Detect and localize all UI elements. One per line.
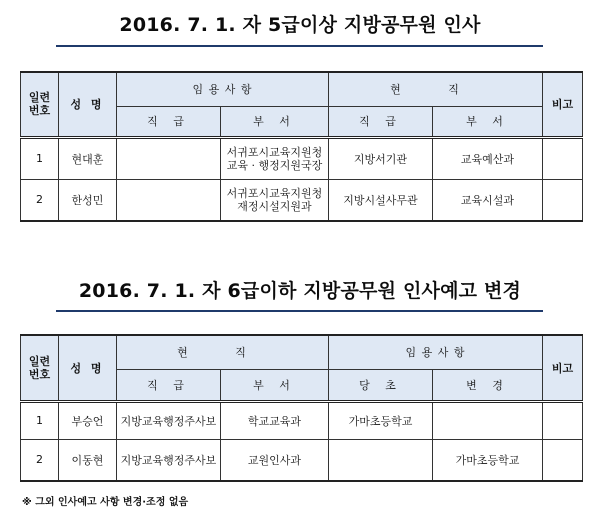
row-number: 1 — [21, 137, 59, 179]
col-group-appointment: 임 용 사 항 — [117, 72, 329, 106]
row-current-rank: 지방시설사무관 — [329, 179, 433, 221]
section1-title-rule — [56, 45, 543, 47]
col-name: 성 명 — [59, 72, 117, 137]
row-number: 1 — [21, 401, 59, 439]
row-note — [543, 137, 583, 179]
col-current-rank: 직 급 — [329, 106, 433, 137]
section2-table — [20, 334, 583, 482]
row-current-dept: 교원인사과 — [221, 439, 329, 481]
table-row — [21, 439, 583, 481]
col-current-dept: 부 서 — [433, 106, 543, 137]
row-appointment-rank — [117, 137, 221, 179]
col-changed-plan: 변 경 — [433, 369, 543, 401]
row-current-rank: 지방서기관 — [329, 137, 433, 179]
row-changed-plan — [433, 401, 543, 439]
col-original-plan: 당 초 — [329, 369, 433, 401]
row-current-dept: 학교교육과 — [221, 401, 329, 439]
table-row — [21, 137, 583, 179]
section1-table — [20, 71, 583, 222]
row-current-dept: 교육시설과 — [433, 179, 543, 221]
row-number: 2 — [21, 179, 59, 221]
col-group-current: 현 직 — [117, 335, 329, 369]
row-appointment-dept: 서귀포시교육지원청 재정시설지원과 — [221, 179, 329, 221]
col-current-rank: 직 급 — [117, 369, 221, 401]
row-name: 부승언 — [59, 401, 117, 439]
col-serial-number: 일련 번호 — [21, 335, 59, 401]
row-note — [543, 401, 583, 439]
row-changed-plan: 가마초등학교 — [433, 439, 543, 481]
row-original-plan: 가마초등학교 — [329, 401, 433, 439]
table-row — [21, 401, 583, 439]
row-note — [543, 439, 583, 481]
row-current-rank: 지방교육행정주사보 — [117, 401, 221, 439]
col-serial-number: 일련 번호 — [21, 72, 59, 137]
row-current-dept: 교육예산과 — [433, 137, 543, 179]
col-name: 성 명 — [59, 335, 117, 401]
section2-title: 2016. 7. 1. 자 6급이하 지방공무원 인사예고 변경 — [78, 280, 522, 302]
table-row — [21, 179, 583, 221]
row-current-rank: 지방교육행정주사보 — [117, 439, 221, 481]
col-appointment-rank: 직 급 — [117, 106, 221, 137]
col-note: 비고 — [543, 72, 583, 137]
row-name: 한성민 — [59, 179, 117, 221]
row-name: 현대훈 — [59, 137, 117, 179]
col-appointment-dept: 부 서 — [221, 106, 329, 137]
section1-title: 2016. 7. 1. 자 5급이상 지방공무원 인사 — [119, 14, 481, 36]
col-group-current: 현 직 — [329, 72, 543, 106]
row-appointment-rank — [117, 179, 221, 221]
col-group-appointment: 임 용 사 항 — [329, 335, 543, 369]
row-original-plan — [329, 439, 433, 481]
col-note: 비고 — [543, 335, 583, 401]
footnote: ※ 그외 인사예고 사항 변경·조정 없음 — [22, 497, 189, 508]
col-current-dept: 부 서 — [221, 369, 329, 401]
section2-title-rule — [56, 310, 543, 312]
row-number: 2 — [21, 439, 59, 481]
row-name: 이동현 — [59, 439, 117, 481]
row-note — [543, 179, 583, 221]
row-appointment-dept: 서귀포시교육지원청 교육 · 행정지원국장 — [221, 137, 329, 179]
